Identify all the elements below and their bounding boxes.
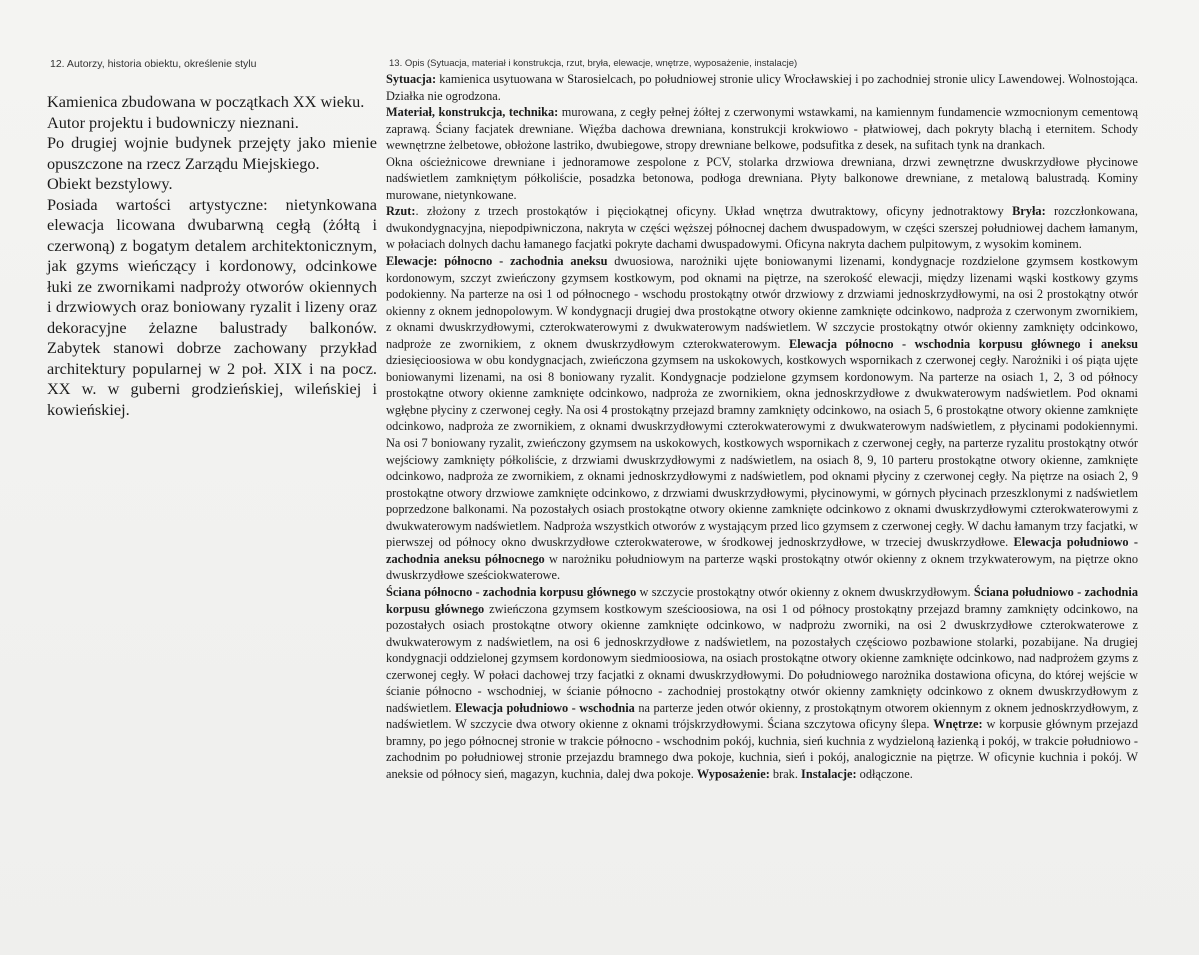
elevation-nw-annex-label: Elewacje: północno - zachodnia aneksu: [386, 254, 608, 269]
wall-sw-text: zwieńczona gzymsem kostkowym sześcioosiowa, na osi 1 od północy prostokątny przejazd bramny zamknięty odcinkowo, na pozostałych osiach prostokątne otwory okienne zamknięte odcinkowo, w nadprożu zworniki, na osi 2 dwuskrzydłowe czterokwaterowe z dwukwaterowym z nadświetlem, na osi 6 jednoskrzydłowe z nadświetlem, na pozostałych częściowo pozbawione stolarki, pozabijane. Na drugiej kondygnacji oddzielonej gzymsem kordonowym siedmioosiowa, na osiach prostokątne otwory okienne zamknięte odcinkowo, nad nadprożem gzyms z czerwonej cegły. W połaci dachowej trzy facjatki z oknami dwuskrzydłowymi. Do południowego narożnika dostawiona oficyna, do której wejście w ścianie północno - wschodniej, w ścianie północno - zachodniej prostokątny otwór okienny zamknięty odcinkowo z oknem dwuskrzydłowym z nadświetlem.: [386, 601, 1138, 715]
installations-text: odłączone.: [856, 766, 913, 781]
elevation-se-text: na parterze jeden otwór okienny, z prostokątnym otworem okiennym z oknem jednoskrzydłowym, z nadświetlem. W szczycie dwa otwory okienne z oknami trójskrzydłowymi. Ściana szczytowa oficyny ślepa.: [386, 700, 1138, 732]
history-paragraph-4: Obiekt bezstylowy.: [47, 174, 173, 193]
situation-label: Sytuacja:: [386, 72, 437, 86]
plan-paragraph: [386, 203, 1138, 253]
history-paragraph-2: Autor projektu i budowniczy nieznani.: [47, 112, 299, 132]
installations-label: Instalacje:: [801, 766, 857, 781]
equipment-text: brak.: [769, 766, 802, 781]
wall-nw-label: Ściana północno - zachodnia korpusu głównego: [386, 584, 637, 599]
elevation-nw-annex-text: dwuosiowa, narożniki ujęte boniowanymi lizenami, kondygnacje rozdzielone gzymsem kostkowym kordonowym, szczyt zwieńczony gzymsem kostkowym, pod oknami na piętrze, na szerokość elewacji, między lizenami wąski kostkowy gzyms podokienny. Na parterze na osi 1 od północnego - wschodu prostokątny otwór drzwiowy z drzwiami jednoskrzydłowymi, na osi 2 prostokątny otwór okienny z oknem jednopolowym. W kondygnacji drugiej dwa prostokątne otwory okienne zamknięte odcinkowo, nadproża z czerwonym zwornikiem, z oknami dwuskrzydłowymi, czterokwaterowymi z dwukwaterowym nadświetlem. W szczycie prostokątny otwór okienny zamknięty odcinkowo, nadproże ze zwornikiem, z oknem dwuskrzydłowym czterokwaterowym.: [386, 254, 1138, 351]
walls-paragraph: [386, 584, 1138, 783]
situation-paragraph: [386, 71, 1138, 104]
elevation-ne-label: Elewacja północno - wschodnia korpusu głównego i aneksu: [789, 336, 1138, 351]
description-column: [386, 71, 1138, 783]
elevation-se-label: Elewacja południowo - wschodnia: [454, 700, 635, 715]
history-paragraph-3: Po drugiej wojnie budynek przejęty jako mienie opuszczone na rzecz Zarządu Miejskiego.: [47, 133, 377, 173]
joinery-paragraph: Okna ościeżnicowe drewniane i jednoramowe zespolone z PCV, stolarka drzwiowa drewniana, drzwi zewnętrzne dwuskrzydłowe płycinowe nadświetlem zamkniętym półkoliście, posadzka betonowa, podłoga drewniana. Płyty balkonowe drewniane, z metalową balustradą. Kominy murowane, nietynkowane.: [386, 154, 1138, 202]
mass-label: Bryła:: [1012, 204, 1046, 219]
material-label: Materiał, konstrukcja, technika:: [386, 105, 559, 120]
interior-label: Wnętrze:: [933, 717, 983, 732]
history-paragraph-1: Kamienica zbudowana w początkach XX wieku.: [47, 92, 365, 111]
section-12-heading: 12. Autorzy, historia obiektu, określenie stylu: [50, 58, 257, 70]
interior-text: w korpusie głównym przejazd bramny, po jego północnej stronie w trakcie północno - wschodnim pokój, kuchnia, sień kuchnia z wydzieloną łazienką i pokój, w trakcie południowo - zachodnim po południowej stronie przejazdu bramnego dwa pokoje, kuchnia, sień i pokój, analogicznie na piętrze. W oficynie kuchnia i pokój. W aneksie od północy sień, magazyn, kuchnia, dalej dwa pokoje.: [386, 717, 1138, 781]
mass-text: rozczłonkowana, dwukondygnacyjna, niepodpiwniczona, nakryta w części węższej północnej dachem dwuspadowym, w części szerszej południowej dachem łamanym, w połaciach dolnych dachu łamanego facjatki pokryte dachami dwuspadowymi. Oficyna nakryta dachem pulpitowym, z wysokim kominem.: [386, 204, 1138, 252]
plan-label: Rzut:: [386, 204, 416, 219]
elevations-paragraph: [386, 253, 1138, 584]
history-paragraph-5: Posiada wartości artystyczne: nietynkowana elewacja licowana dwubarwną cegłą (żółtą i czerwoną) z bogatym detalem architektonicznym, jak gzyms wieńczący i kordonowy, odcinkowe łuki ze zwornikami nadproży otworów okiennych i drzwiowych oraz boniowany ryzalit i lizeny oraz dekoracyjne żelazne balustrady balkonów. Zabytek stanowi dobrze zachowany przykład architektury popularnej w 2 poł. XIX i na pocz. XX w. w guberni grodzieńskiej, wileńskiej i kowieńskiej.: [47, 194, 377, 419]
section-13-heading: 13. Opis (Sytuacja, materiał i konstrukcja, rzut, bryła, elewacje, wnętrze, wyposażenie, instalacje): [389, 58, 798, 69]
wall-nw-text: w szczycie prostokątny otwór okienny z oknem dwuskrzydłowym.: [636, 584, 974, 599]
elevation-sw-annex-text: w narożniku południowym na parterze wąski prostokątny otwór okienny z oknem trzykwaterowym, na piętrze okno dwuskrzydłowe sześciokwaterowe.: [386, 551, 1139, 583]
wall-sw-label: Ściana południowo - zachodnia korpusu głównego: [386, 584, 1139, 616]
history-column: [47, 92, 377, 420]
material-paragraph: [386, 104, 1138, 154]
equipment-label: Wyposażenie:: [696, 766, 770, 781]
situation-text: kamienica usytuowana w Starosielcach, po południowej stronie ulicy Wrocławskiej i po zachodniej stronie ulicy Lawendowej. Wolnostojąca. Działka nie ogrodzona.: [386, 72, 1138, 103]
plan-text: . złożony z trzech prostokątów i pięciokątnej oficyny. Układ wnętrza dwutraktowy, oficyny jednotraktowy: [415, 204, 1013, 219]
elevation-sw-annex-label: Elewacja południowo - zachodnia aneksu północnego: [386, 535, 1138, 566]
elevation-ne-text: dziesięcioosiowa w obu kondygnacjach, zwieńczona gzymsem na uskokowych, kostkowych wspornikach z czerwonej cegły. Narożniki i oś piąta ujęte boniowanymi lizenami, na osi 8 boniowany ryzalit. Kondygnacje podzielone gzymsem kordonowym. Na parterze na osiach 1, 2, 3 od północy prostokątne otwory okienne zamknięte odcinkowo, nadproża ze zwornikiem, okna jednoskrzydłowe z dwukwaterowym nadświetlem. Pod oknami wgłębne płyciny z czerwonej cegły. Na osi 4 prostokątny przejazd bramny zamknięty odcinkowo, na osiach 5, 6 prostokątne otwory okienne zamknięte odcinkowo, nadproża ze zwornikiem, z oknami dwuskrzydłowymi czterokwaterowymi z dwukwaterowym nadświetlem, z płycinami podokiennymi. Na osi 7 boniowany ryzalit, zwieńczony gzymsem na uskokowych, kostkowych wspornikach z czerwonej cegły, na parterze ryzalitu prostokątny otwór wejściowy zamknięty półkoliście, z drzwiami dwuskrzydłowymi z nadświetlem, na osiach 8, 9, 10 parteru prostokątne otwory okienne, zamknięte odcinkowo, nadproża ze zwornikiem, z oknami jednoskrzydłowymi z nadświetlem, pod oknami płyciny z czerwonej cegły. Na piętrze na osiach 2, 9 prostokątne otwory drzwiowe zamknięte odcinkowo, z drzwiami dwuskrzydłowymi, płycinowymi, w górnych płycinach przeszklonymi z nadświetlem poprzedzone balkonami. Na pozostałych osiach prostokątne otwory okienne zamknięte odcinkowo z oknami dwuskrzydłowymi czterokwaterowymi z dwukwaterowym nadświetlem. Nadproża wszystkich otworów z wystającym przed lico gzymsem z czerwonej cegły. W dachu łamanym trzy facjatki, w pierwszej od północy okno dwuskrzydłowe czterokwaterowe, w środkowej jednoskrzydłowe, w trzeciej dwuskrzydłowe.: [386, 353, 1138, 550]
material-text: murowana, z cegły pełnej żółtej z czerwonymi wstawkami, na kamiennym fundamencie wzmocnionym cementową zaprawą. Ściany facjatek drewniane. Więźba dachowa drewniana, konstrukcji krokwiowo - płatwiowej, dach pokryty blachą i eternitem. Schody wewnętrzne żelbetowe, obłożone lastriko, dwubiegowe, stropy drewniane belkowe, podsufitka z desek, na sufitach tynk na drankach.: [386, 105, 1138, 153]
